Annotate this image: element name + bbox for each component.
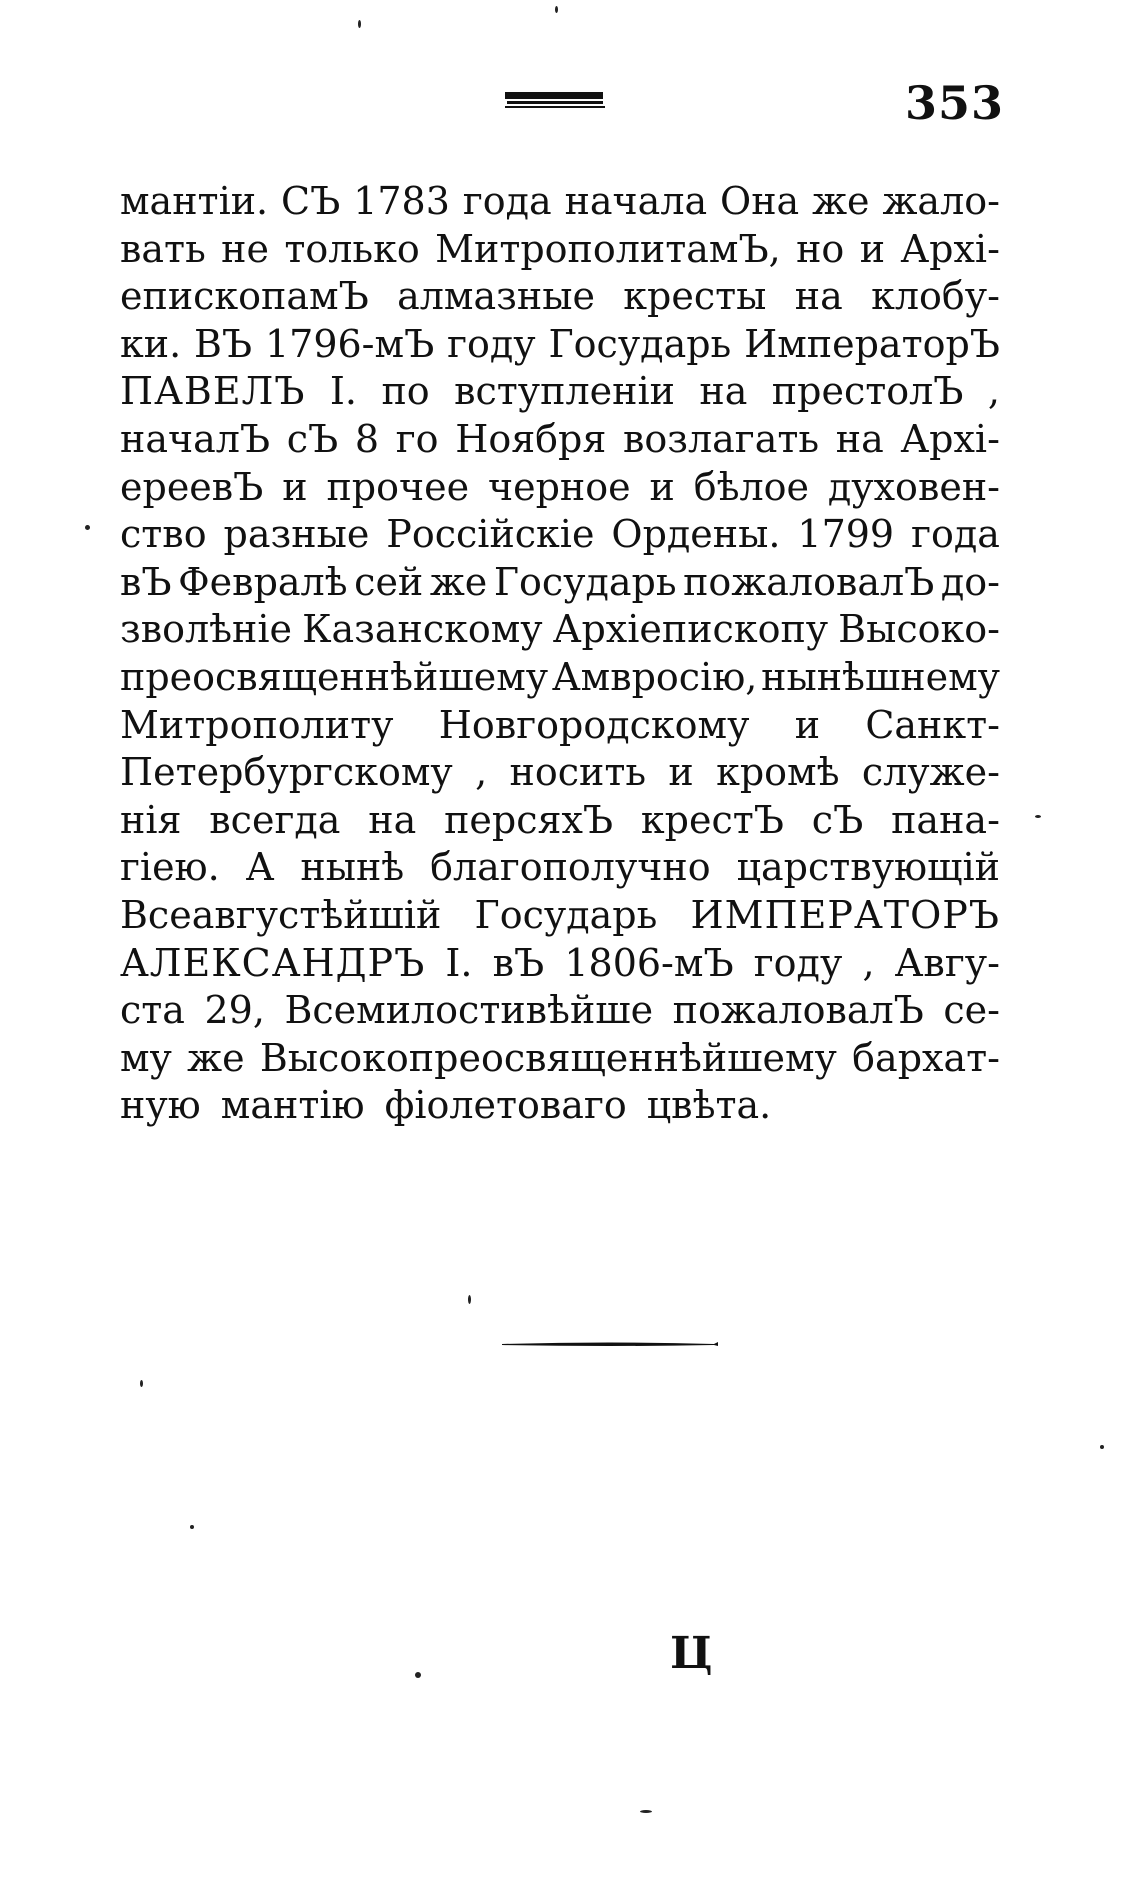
paper-speck [1100, 1445, 1104, 1449]
text-word: бархат- [852, 1035, 1000, 1080]
text-word: Авгу- [894, 940, 1000, 985]
paper-speck [85, 525, 90, 530]
text-word: Петербургскому [120, 750, 453, 795]
text-word: и [649, 464, 675, 509]
text-word: мантію [220, 1083, 365, 1128]
text-word: Амвросію, [551, 654, 758, 699]
text-word: благополучно [430, 845, 711, 890]
paper-speck [415, 1672, 421, 1678]
text-word: А [245, 845, 275, 890]
text-word: Государь [493, 559, 677, 604]
text-word: же [187, 1035, 245, 1080]
text-word: же [812, 179, 870, 223]
text-word: кромѣ [716, 750, 840, 795]
text-word: , [475, 750, 488, 795]
text-word: на [794, 274, 843, 319]
paper-speck [555, 6, 558, 13]
text-word: преосвященнѣйшему [120, 654, 549, 699]
text-word: Митрополиту [120, 702, 394, 747]
text-line [120, 368, 1000, 416]
text-word: гіею. [120, 845, 220, 890]
text-word: Ноября [455, 416, 607, 461]
text-word: МитрополитамЪ, [435, 226, 781, 271]
text-word: го [395, 416, 439, 461]
text-word: и [282, 464, 308, 509]
text-word: се- [943, 988, 1000, 1033]
text-word: АЛЕКСАНДРЪ [120, 940, 426, 985]
text-word: Всемилостивѣйше [284, 988, 654, 1033]
text-word: на [368, 797, 417, 842]
text-word: вать [120, 226, 206, 271]
text-word: по [381, 369, 430, 414]
text-word: ста [120, 988, 185, 1033]
text-word: вступленіи [454, 369, 675, 414]
text-word: сЪ [286, 416, 339, 461]
text-word: Она [720, 179, 800, 223]
paper-speck [1035, 815, 1041, 818]
text-line [120, 559, 1000, 607]
text-word: разные [223, 512, 370, 557]
text-word: I. [329, 369, 358, 414]
text-word: и [859, 226, 886, 271]
text-word: ИМПЕРАТОРЪ [690, 892, 1000, 937]
header-ornament [505, 90, 605, 110]
text-word: фіолетоваго [384, 1083, 627, 1128]
text-word: же [429, 559, 488, 604]
text-word: престолЪ [771, 369, 964, 414]
text-word: носить [509, 750, 647, 795]
text-word: вЪ [492, 940, 545, 985]
text-line [120, 844, 1000, 892]
text-line [120, 797, 1000, 845]
paper-speck [140, 1380, 143, 1387]
text-line [120, 416, 1000, 464]
text-word: ство [120, 512, 207, 557]
text-word: году [447, 321, 536, 366]
text-word: алмазные [397, 274, 595, 319]
text-word: Казанскому [302, 607, 543, 652]
signature-mark: Ц [670, 1628, 713, 1679]
paper-speck [640, 1810, 652, 1813]
text-word: года [911, 512, 1000, 557]
text-word: 29, [204, 988, 265, 1033]
text-word: клобу- [871, 274, 1000, 319]
text-word: Высокопреосвященнѣйшему [259, 1035, 837, 1080]
text-word: 1783 [353, 179, 450, 223]
text-word: Санкт- [865, 702, 1000, 747]
text-word: ную [120, 1083, 201, 1128]
text-word: ПАВЕЛЪ [120, 369, 306, 414]
text-line [120, 606, 1000, 654]
text-line [120, 987, 1000, 1035]
text-line [120, 702, 1000, 750]
text-word: зволѣніе [120, 607, 293, 652]
text-line [120, 273, 1000, 321]
body-text [120, 178, 1000, 1130]
text-line [120, 892, 1000, 940]
text-word: нія [120, 797, 182, 842]
text-word: Архі- [900, 226, 1000, 271]
text-word: жало- [882, 179, 1000, 223]
text-word: и [794, 702, 821, 747]
text-line [120, 1082, 1000, 1130]
paper-speck [468, 1295, 471, 1304]
text-word: 1799 [797, 512, 895, 557]
text-word: Россійскіе [386, 512, 595, 557]
text-word: бѣлое [693, 464, 809, 509]
text-word: СЪ [281, 179, 341, 223]
text-word: сей [354, 559, 424, 604]
text-word: , [862, 940, 875, 985]
text-word: не [221, 226, 269, 271]
text-line [120, 178, 1000, 226]
text-word: 1806-мЪ [564, 940, 734, 985]
text-word: до- [940, 559, 1000, 604]
text-word: сЪ [811, 797, 864, 842]
text-word: Февралѣ [178, 559, 348, 604]
text-word: цвѣта. [646, 1083, 772, 1128]
text-word: нынѣ [300, 845, 405, 890]
text-word: на [835, 416, 884, 461]
text-word: служе- [861, 750, 1000, 795]
text-word: вЪ [120, 559, 172, 604]
text-word: , [987, 369, 1000, 414]
text-word: 8 [354, 416, 380, 461]
text-word: Всеавгустѣйшій [120, 892, 442, 937]
text-word: Архіепископу [552, 607, 829, 652]
text-line [120, 940, 1000, 988]
text-word: ИмператорЪ [744, 321, 1000, 366]
text-word: Новгородскому [438, 702, 750, 747]
text-line [120, 654, 1000, 702]
text-word: но [796, 226, 845, 271]
text-word: 1796-мЪ [264, 321, 435, 366]
text-line [120, 464, 1000, 512]
text-word: ереевЪ [120, 464, 264, 509]
text-word: году [753, 940, 843, 985]
text-word: Государь [474, 892, 658, 937]
text-word: года [462, 179, 552, 223]
text-word: всегда [209, 797, 341, 842]
text-word: черное [487, 464, 631, 509]
text-line [120, 749, 1000, 797]
text-word: возлагать [623, 416, 820, 461]
text-word: персяхЪ [444, 797, 614, 842]
text-word: Государь [548, 321, 732, 366]
text-word: мантіи. [120, 179, 269, 223]
footer-rule [500, 1338, 720, 1350]
text-word: пожаловалЪ [672, 988, 924, 1033]
text-word: ВЪ [194, 321, 253, 366]
text-word: только [284, 226, 420, 271]
text-word: кресты [623, 274, 767, 319]
text-word: епископамЪ [120, 274, 369, 319]
text-word: началЪ [120, 416, 271, 461]
text-word: Архі- [900, 416, 1000, 461]
text-word: начала [564, 179, 708, 223]
paper-speck [358, 20, 361, 28]
text-line [120, 511, 1000, 559]
text-word: I. [445, 940, 473, 985]
text-line [120, 321, 1000, 369]
text-word: нынѣшнему [761, 654, 1000, 699]
text-word: му [120, 1035, 172, 1080]
text-line [120, 226, 1000, 274]
text-word: прочее [326, 464, 470, 509]
page-number: 353 [905, 76, 1005, 130]
text-word: ки. [120, 321, 182, 366]
text-word: и [668, 750, 694, 795]
text-word: Ордены. [611, 512, 781, 557]
text-word: Высоко- [838, 607, 1000, 652]
text-line [120, 1035, 1000, 1083]
text-word: царствующій [736, 845, 1000, 890]
text-word: крестЪ [640, 797, 784, 842]
text-word: духовен- [827, 464, 1000, 509]
text-word: пожаловалЪ [683, 559, 935, 604]
paper-speck [190, 1525, 194, 1529]
text-word: пана- [891, 797, 1000, 842]
text-word: на [699, 369, 748, 414]
